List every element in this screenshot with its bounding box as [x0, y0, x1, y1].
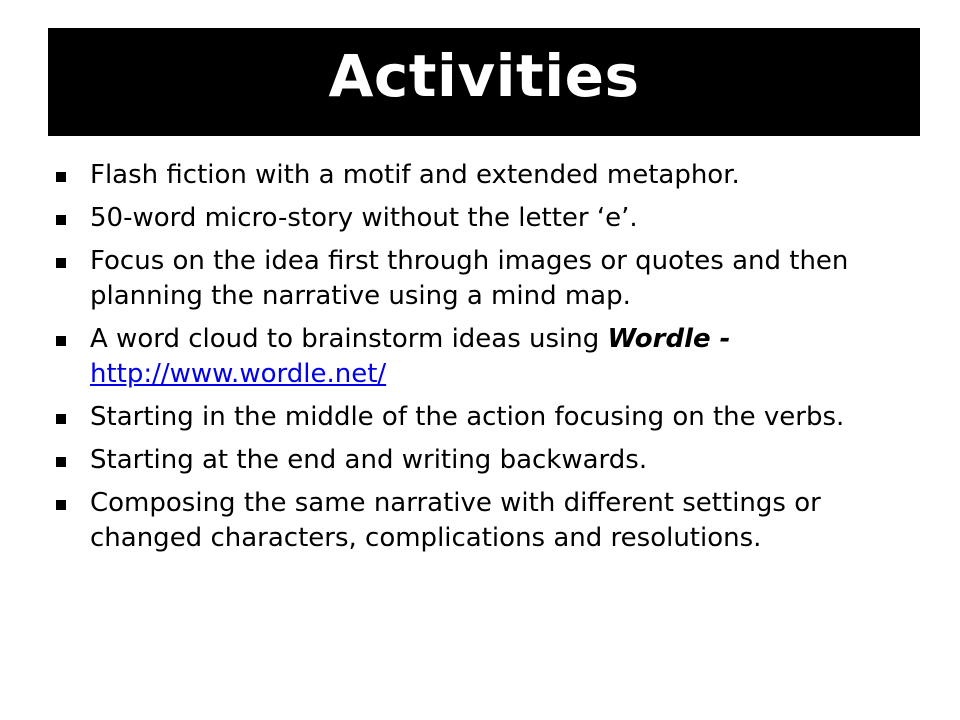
list-item	[56, 443, 912, 478]
list-item	[56, 201, 912, 236]
list-item	[56, 322, 912, 392]
square-bullet-icon	[56, 457, 66, 467]
activities-list	[56, 158, 912, 564]
square-bullet-icon	[56, 172, 66, 182]
list-item-text: Starting at the end and writing backwards.	[90, 445, 648, 475]
square-bullet-icon	[56, 500, 66, 510]
list-item-text: Composing the same narrative with different settings or changed characters, complications and resolutions.	[90, 488, 821, 553]
wordle-prefix-text: A word cloud to brainstorm ideas using	[90, 324, 608, 354]
wordle-link[interactable]: http://www.wordle.net/	[90, 359, 387, 389]
list-item-text	[90, 324, 730, 389]
list-item-text: Focus on the idea first through images or quotes and then planning the narrative using a mind map.	[90, 246, 849, 311]
square-bullet-icon	[56, 215, 66, 225]
list-item-text: Starting in the middle of the action focusing on the verbs.	[90, 402, 845, 432]
square-bullet-icon	[56, 336, 66, 346]
list-item-text: 50-word micro-story without the letter ‘e’.	[90, 203, 638, 233]
square-bullet-icon	[56, 414, 66, 424]
list-item	[56, 486, 912, 556]
list-item	[56, 244, 912, 314]
list-item	[56, 400, 912, 435]
page-title: Activities	[328, 42, 640, 110]
list-item	[56, 158, 912, 193]
square-bullet-icon	[56, 258, 66, 268]
wordle-emphasis: Wordle -	[607, 324, 731, 354]
list-item-text: Flash fiction with a motif and extended metaphor.	[90, 160, 740, 190]
title-bar	[48, 28, 920, 136]
